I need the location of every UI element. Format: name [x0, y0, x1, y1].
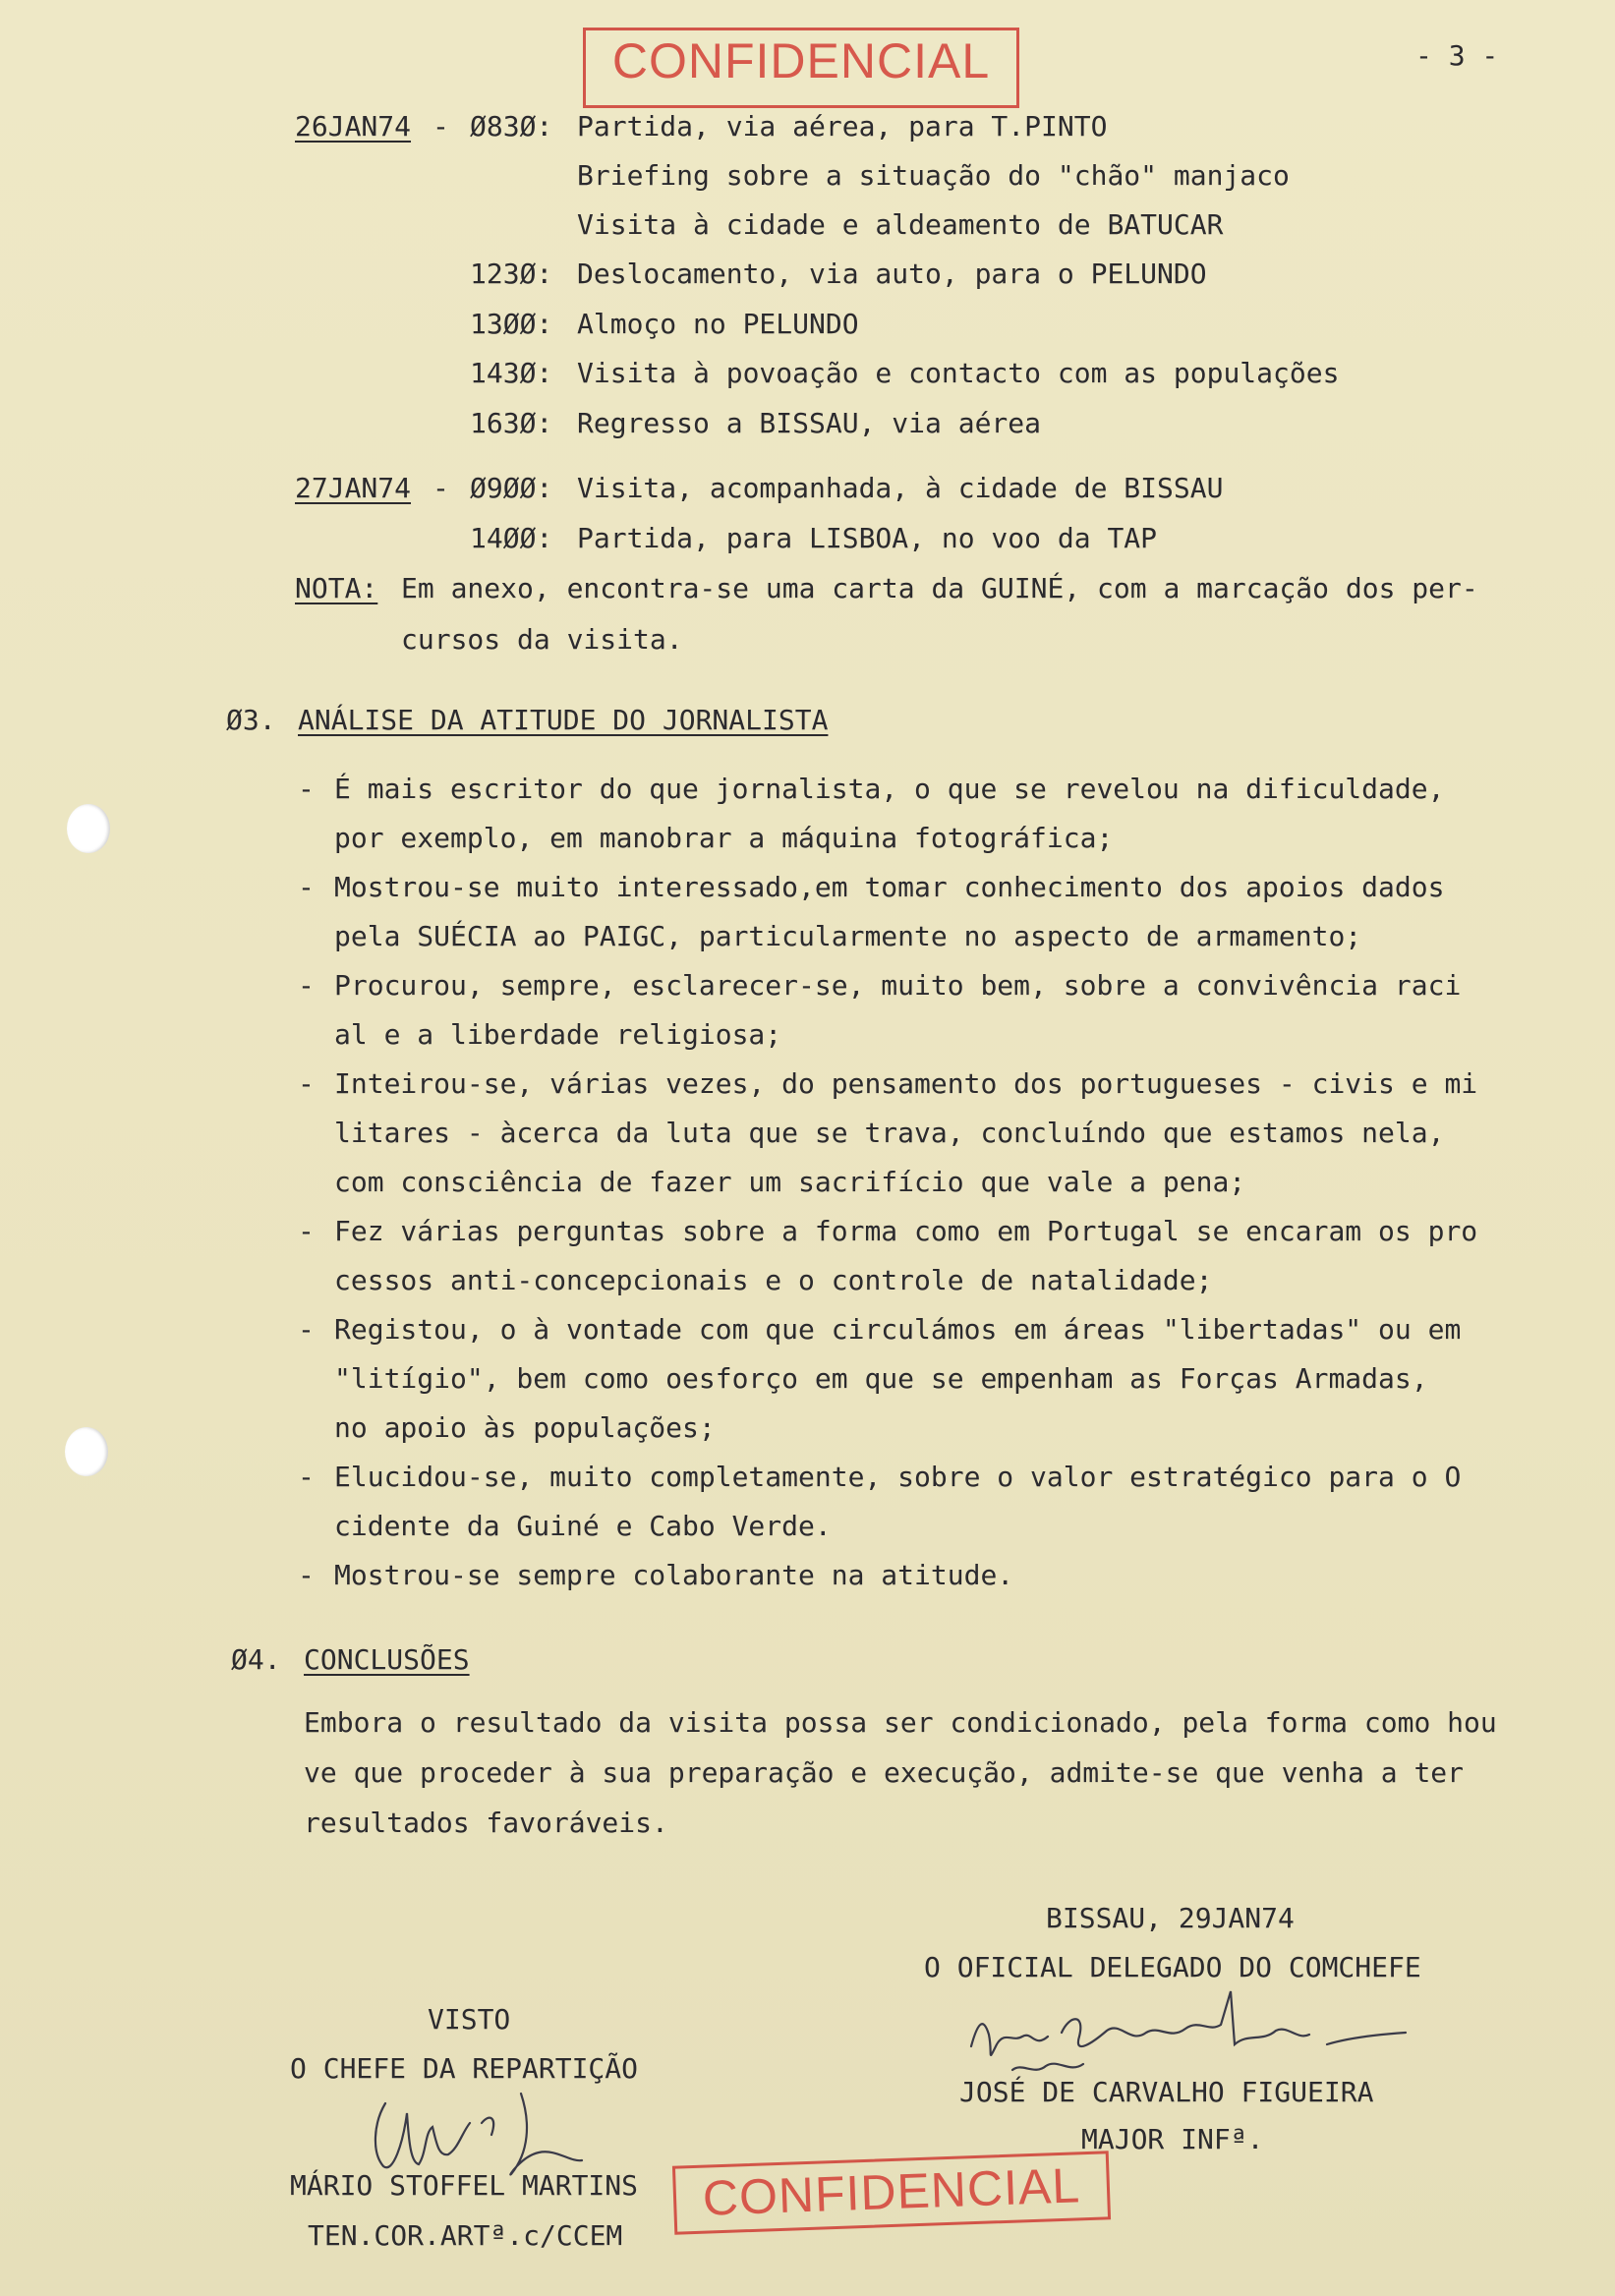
analysis-line: pela SUÉCIA ao PAIGC, particularmente no aspecto de armamento;: [334, 920, 1362, 952]
schedule-time: 14ØØ:: [470, 522, 553, 554]
bullet-dash: -: [298, 1215, 315, 1247]
note-text-line1: Em anexo, encontra-se uma carta da GUINÉ, com a marcação dos per-: [401, 572, 1478, 604]
schedule-entry: Partida, via aérea, para T.PINTO: [577, 110, 1108, 143]
conclusion-line: resultados favoráveis.: [304, 1807, 668, 1839]
schedule-date-day2: 27JAN74: [295, 472, 412, 504]
schedule-entry: Almoço no PELUNDO: [577, 308, 859, 340]
schedule-entry: Regresso a BISSAU, via aérea: [577, 407, 1042, 439]
bullet-dash: -: [298, 1559, 315, 1591]
analysis-line: "litígio", bem como oesforço em que se empenham as Forças Armadas,: [334, 1362, 1428, 1395]
punch-hole-bottom: [65, 1427, 108, 1476]
schedule-entry: Visita, acompanhada, à cidade de BISSAU: [577, 472, 1224, 504]
analysis-line: É mais escritor do que jornalista, o que se revelou na dificuldade,: [334, 773, 1445, 805]
analysis-line: cessos anti-concepcionais e o controle de natalidade;: [334, 1264, 1213, 1296]
schedule-time: Ø9ØØ:: [470, 472, 553, 504]
section4-title: CONCLUSÕES: [304, 1643, 470, 1676]
schedule-entry: Visita à cidade e aldeamento de BATUCAR: [577, 208, 1224, 241]
delegate-title: O OFICIAL DELEGADO DO COMCHEFE: [924, 1951, 1421, 1983]
section3-number: Ø3.: [226, 704, 276, 736]
analysis-line: al e a liberdade religiosa;: [334, 1018, 782, 1051]
analysis-line: Mostrou-se sempre colaborante na atitude.: [334, 1559, 1014, 1591]
note-text-line2: cursos da visita.: [401, 623, 683, 656]
section3-title: ANÁLISE DA ATITUDE DO JORNALISTA: [298, 704, 829, 736]
analysis-line: cidente da Guiné e Cabo Verde.: [334, 1510, 832, 1542]
schedule-time: 143Ø:: [470, 357, 553, 389]
confidential-stamp-bottom: CONFIDENCIAL: [672, 2151, 1111, 2234]
analysis-line: Mostrou-se muito interessado,em tomar conhecimento dos apoios dados: [334, 871, 1445, 903]
conclusion-line: ve que proceder à sua preparação e execução, admite-se que venha a ter: [304, 1756, 1465, 1789]
schedule-entry: Partida, para LISBOA, no voo da TAP: [577, 522, 1158, 554]
analysis-line: Elucidou-se, muito completamente, sobre o valor estratégico para o O: [334, 1461, 1462, 1493]
analysis-line: com consciência de fazer um sacrifício que vale a pena;: [334, 1166, 1246, 1198]
schedule-date-day1: 26JAN74: [295, 110, 412, 143]
delegate-name: JOSÉ DE CARVALHO FIGUEIRA: [959, 2076, 1374, 2108]
bullet-dash: -: [298, 969, 315, 1002]
delegate-rank: MAJOR INFª.: [1081, 2123, 1264, 2155]
analysis-line: no apoio às populações;: [334, 1411, 716, 1444]
note-label: NOTA:: [295, 572, 378, 604]
confidential-stamp-top: CONFIDENCIAL: [583, 28, 1019, 108]
place-date: BISSAU, 29JAN74: [1046, 1902, 1295, 1934]
schedule-time: 123Ø:: [470, 258, 553, 290]
bullet-dash: -: [298, 1313, 315, 1346]
schedule-entry: Deslocamento, via auto, para o PELUNDO: [577, 258, 1207, 290]
analysis-line: Procurou, sempre, esclarecer-se, muito bem, sobre a convivência raci: [334, 969, 1462, 1002]
bullet-dash: -: [298, 871, 315, 903]
schedule-time: Ø83Ø:: [470, 110, 553, 143]
schedule-date-sep-day2: -: [433, 472, 449, 504]
chief-rank: TEN.COR.ARTª.c/CCEM: [308, 2219, 623, 2252]
chief-title: O CHEFE DA REPARTIÇÃO: [290, 2052, 639, 2085]
section4-number: Ø4.: [231, 1643, 281, 1676]
visto-label: VISTO: [428, 2003, 511, 2036]
schedule-time: 163Ø:: [470, 407, 553, 439]
schedule-entry: Briefing sobre a situação do "chão" manjaco: [577, 159, 1290, 192]
analysis-line: Fez várias perguntas sobre a forma como em Portugal se encaram os pro: [334, 1215, 1478, 1247]
analysis-line: litares - àcerca da luta que se trava, concluíndo que estamos nela,: [334, 1117, 1445, 1149]
bullet-dash: -: [298, 773, 315, 805]
chief-name: MÁRIO STOFFEL MARTINS: [290, 2169, 639, 2202]
schedule-time: 13ØØ:: [470, 308, 553, 340]
analysis-line: Inteirou-se, várias vezes, do pensamento dos portugueses - civis e mi: [334, 1067, 1478, 1100]
analysis-line: Registou, o à vontade com que circulámos em áreas "libertadas" ou em: [334, 1313, 1462, 1346]
conclusion-line: Embora o resultado da visita possa ser condicionado, pela forma como hou: [304, 1706, 1497, 1739]
bullet-dash: -: [298, 1067, 315, 1100]
bullet-dash: -: [298, 1461, 315, 1493]
schedule-entry: Visita à povoação e contacto com as populações: [577, 357, 1340, 389]
punch-hole-top: [67, 804, 110, 853]
page-number: - 3 -: [1415, 39, 1499, 72]
analysis-line: por exemplo, em manobrar a máquina fotográfica;: [334, 822, 1114, 854]
schedule-date-sep-day1: -: [433, 110, 449, 143]
